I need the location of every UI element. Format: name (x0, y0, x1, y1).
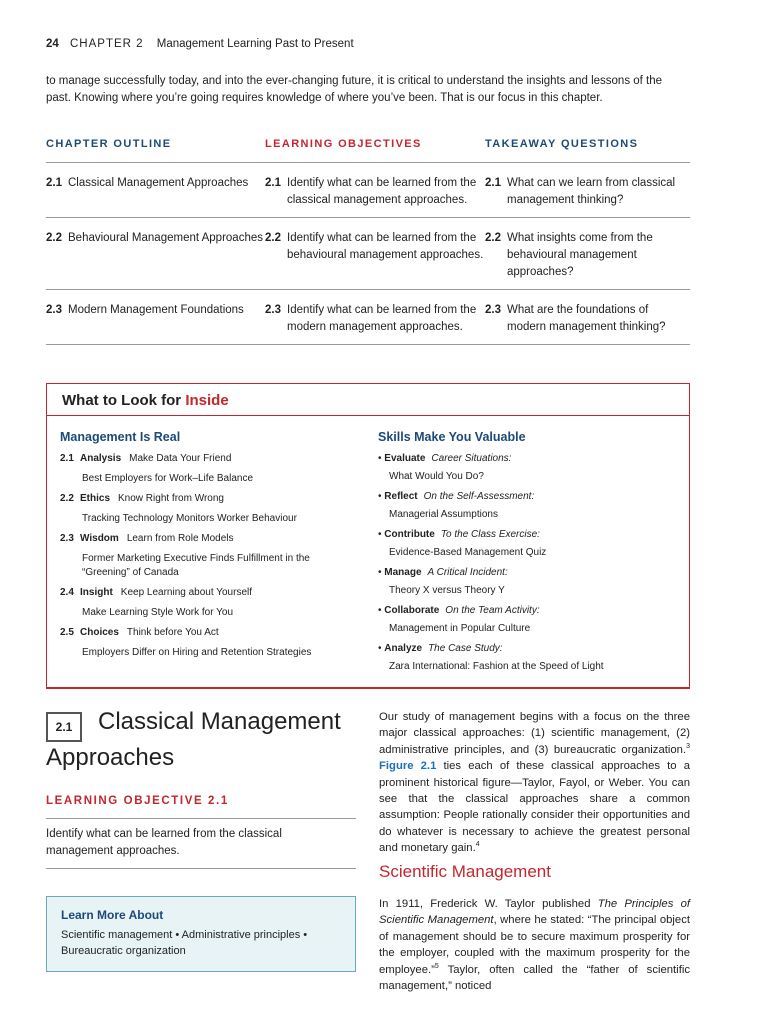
body-text-run: Taylor, often called the “father of scientific management,” noticed (379, 963, 690, 993)
footnote-ref[interactable]: 4 (475, 841, 480, 849)
learn-more-about-text: Scientific management • Administrative principles • Bureaucratic organization (61, 929, 308, 957)
skill-subtitle: Theory X versus Theory Y (389, 585, 505, 596)
item-num: 2.4 (60, 587, 74, 598)
skill-subtitle: Evidence-Based Management Quiz (389, 547, 547, 558)
wtlf-title-accent: Inside (185, 392, 229, 409)
skill-subtitle: What Would You Do? (389, 471, 484, 482)
figure-link[interactable]: Figure 2.1 (379, 760, 437, 773)
outline-num: 2.3 (46, 304, 62, 316)
skill-subtitle: Management in Popular Culture (389, 623, 531, 634)
objective-num: 2.3 (265, 304, 281, 316)
wtlf-title-prefix: What to Look for (62, 392, 186, 409)
item-title: Learn from Role Models (126, 533, 234, 544)
body-text-run: In 1911, Frederick W. Taylor published (379, 898, 598, 910)
skill-title: A Critical Incident: (427, 567, 508, 578)
list-item (378, 490, 683, 522)
item-num: 2.3 (60, 533, 74, 544)
outline-header-row (46, 138, 690, 163)
divider (46, 818, 356, 819)
skill-verb: Contribute (384, 529, 435, 540)
body-text-run: ties each of these classical approaches to a prominent historical figure—Taylor, Fayol, or Weber. You can see that the classical approaches share a common assumption: People rationally consider their opportunities and do whatever is necessary to achieve the greatest personal and monetary gain. (379, 760, 690, 855)
item-title: Keep Learning about Yourself (120, 587, 253, 598)
book-title: The Principles of Scientific Management (379, 898, 690, 927)
question-num: 2.3 (485, 304, 501, 316)
question-text: What can we learn from classical management thinking? (507, 177, 676, 206)
what-to-look-for-title (47, 384, 689, 416)
section-title-line2: Approaches (46, 744, 175, 771)
learning-objective-heading: LEARNING OBJECTIVE 2.1 (46, 795, 229, 807)
item-num: 2.2 (60, 493, 74, 504)
skill-verb: Collaborate (384, 605, 440, 616)
skills-heading: Skills Make You Valuable (378, 430, 526, 444)
list-item (378, 566, 683, 598)
bullet-icon: • (378, 453, 385, 464)
outline-row (46, 218, 690, 290)
body-text-run: Our study of management begins with a focus on the three major classical approaches: (1) scientific management, (2) administrative principles, and (3) bureaucratic organization. (379, 711, 690, 756)
skill-verb: Evaluate (384, 453, 426, 464)
objective-num: 2.1 (265, 177, 281, 189)
item-title: Make Data Your Friend (129, 453, 232, 464)
management-is-real-list (60, 452, 360, 660)
objective-text: Identify what can be learned from the classical management approaches. (287, 177, 477, 206)
outline-header-takeaway-questions: TAKEAWAY QUESTIONS (485, 138, 639, 150)
skill-subtitle: Managerial Assumptions (389, 509, 498, 520)
item-category: Insight (80, 587, 113, 598)
skill-title: Career Situations: (431, 453, 512, 464)
objective-text: Identify what can be learned from the modern management approaches. (287, 304, 477, 333)
list-item (378, 452, 683, 484)
skill-verb: Manage (384, 567, 422, 578)
skill-title: On the Self-Assessment: (423, 491, 535, 502)
list-item (60, 532, 360, 580)
bullet-icon: • (378, 491, 385, 502)
learn-more-about-box (46, 896, 356, 972)
bullet-icon: • (378, 529, 385, 540)
outline-topic: Modern Management Foundations (68, 304, 244, 316)
skills-column (378, 430, 683, 680)
management-is-real-heading: Management Is Real (60, 430, 181, 444)
item-category: Wisdom (80, 533, 119, 544)
skill-subtitle: Zara International: Fashion at the Speed of Light (389, 661, 604, 672)
item-category: Analysis (80, 453, 122, 464)
question-num: 2.1 (485, 177, 501, 189)
bullet-icon: • (378, 643, 385, 654)
item-subtitle: Make Learning Style Work for You (82, 607, 234, 618)
body-text-run: , where he stated: “The principal object of management should be to secure maximum prosperity for the employer, coupled with the maximum prosperity for the employee.” (379, 914, 690, 976)
item-subtitle: Tracking Technology Monitors Worker Behaviour (82, 513, 297, 524)
management-is-real-column (60, 430, 360, 666)
question-text: What insights come from the behavioural management approaches? (507, 232, 653, 278)
item-subtitle: Employers Differ on Hiring and Retention Strategies (82, 647, 312, 658)
item-title: Think before You Act (126, 627, 219, 638)
outline-row (46, 163, 690, 218)
outline-header-chapter-outline: CHAPTER OUTLINE (46, 138, 172, 150)
list-item (60, 492, 360, 526)
footnote-ref[interactable]: 5 (434, 962, 439, 970)
item-subtitle: Best Employers for Work–Life Balance (82, 473, 254, 484)
skill-verb: Analyze (384, 643, 423, 654)
skills-list (378, 452, 683, 674)
body-paragraph-2 (379, 896, 690, 994)
list-item (378, 642, 683, 674)
list-item (60, 626, 360, 660)
item-category: Choices (80, 627, 119, 638)
item-num: 2.5 (60, 627, 74, 638)
list-item (378, 528, 683, 560)
bullet-icon: • (378, 605, 385, 616)
chapter-title: Management Learning Past to Present (156, 38, 354, 50)
question-text: What are the foundations of modern management thinking? (507, 304, 666, 333)
section-number-badge: 2.1 (46, 712, 82, 742)
bullet-icon: • (378, 567, 385, 578)
scientific-management-heading: Scientific Management (379, 862, 551, 881)
chapter-label: CHAPTER 2 (70, 38, 144, 50)
page-number: 24 (46, 38, 59, 50)
outline-topic: Classical Management Approaches (68, 177, 249, 189)
item-title: Know Right from Wrong (118, 493, 224, 504)
outline-num: 2.2 (46, 232, 62, 244)
skill-title: On the Team Activity: (445, 605, 540, 616)
divider (46, 868, 356, 869)
outline-topic: Behavioural Management Approaches (68, 232, 263, 244)
learning-objective-text: Identify what can be learned from the classical management approaches. (46, 828, 282, 857)
objective-num: 2.2 (265, 232, 281, 244)
chapter-outline-table (46, 138, 690, 345)
footnote-ref[interactable]: 3 (686, 743, 690, 751)
section-title-line1: Classical Management (98, 708, 341, 735)
item-num: 2.1 (60, 453, 74, 464)
body-paragraph-1 (379, 709, 690, 857)
list-item (378, 604, 683, 636)
item-subtitle: Former Marketing Executive Finds Fulfillment in the “Greening” of Canada (82, 553, 310, 578)
list-item (60, 452, 360, 486)
question-num: 2.2 (485, 232, 501, 244)
outline-num: 2.1 (46, 177, 62, 189)
outline-header-learning-objectives: LEARNING OBJECTIVES (265, 138, 422, 150)
running-head (46, 38, 354, 50)
outline-row (46, 290, 690, 345)
skill-title: To the Class Exercise: (440, 529, 540, 540)
objective-text: Identify what can be learned from the behavioural management approaches. (287, 232, 484, 261)
learn-more-about-title: Learn More About (61, 908, 164, 922)
intro-paragraph: to manage successfully today, and into the ever-changing future, it is critical to understand the insights and lessons of the past. Knowing where you’re going requires knowledge of where you’ve been. That is our focus in this chapter. (46, 75, 663, 104)
skill-title: The Case Study: (428, 643, 503, 654)
skill-verb: Reflect (384, 491, 418, 502)
item-category: Ethics (80, 493, 111, 504)
list-item (60, 586, 360, 620)
